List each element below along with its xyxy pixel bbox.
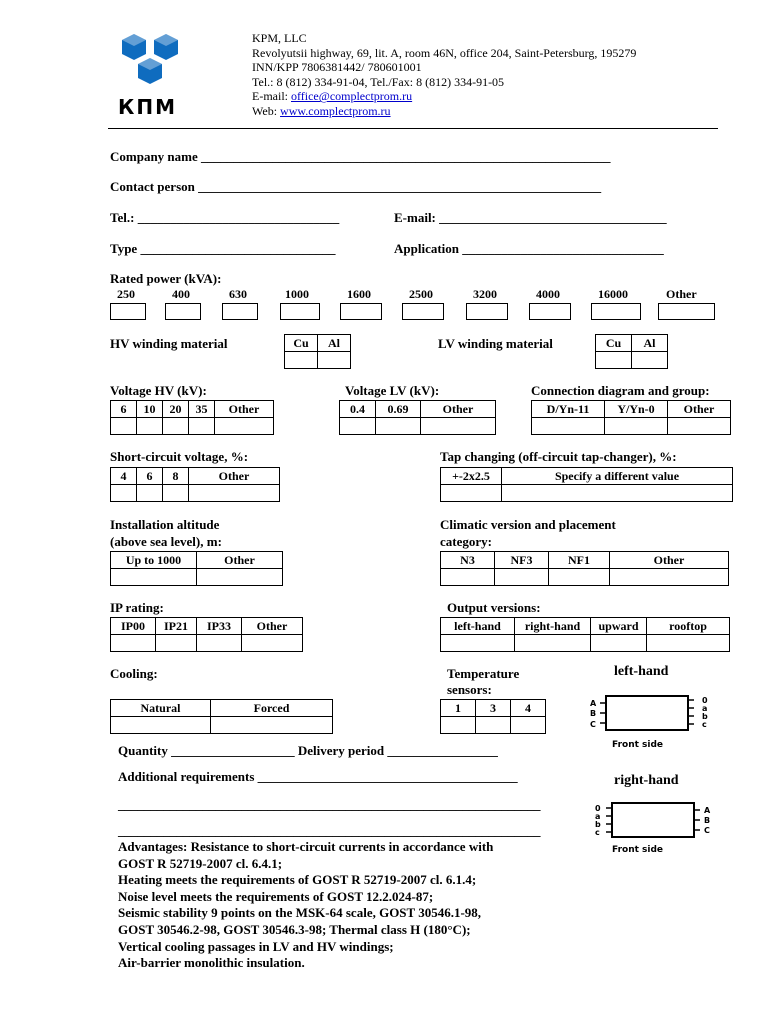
tap-changing-table	[440, 467, 733, 502]
power-label: 1000	[285, 287, 309, 301]
option-cell: Y/Yn-0	[605, 401, 668, 418]
company-address: Revolyutsii highway, 69, lit. A, room 46N, office 204, Saint-Petersburg, 195279	[252, 45, 637, 60]
power-checkbox[interactable]	[466, 303, 508, 320]
option-cell: 6	[137, 468, 163, 485]
input-cell[interactable]	[591, 635, 647, 652]
option-cell: Other	[197, 552, 283, 569]
advantage-line: Seismic stability 9 points on the MSK-64 scale, GOST 30546.1-98,	[118, 905, 482, 921]
input-cell[interactable]	[647, 635, 730, 652]
terminal-label: b	[595, 820, 601, 829]
input-cell[interactable]	[421, 418, 496, 435]
terminal-label: b	[702, 712, 708, 721]
option-cell: Al	[318, 335, 351, 352]
ip-rating-table	[110, 617, 303, 652]
contact-person-field[interactable]: Contact person ______________________________________________________________	[110, 179, 602, 194]
transformer-body	[612, 803, 694, 837]
power-label: 1600	[347, 287, 371, 301]
terminal-label: B	[590, 709, 597, 718]
input-cell[interactable]	[476, 717, 511, 734]
power-label: 250	[117, 287, 135, 301]
company-tel: Tel.: 8 (812) 334-91-04, Tel./Fax: 8 (812) 334-91-05	[252, 74, 505, 89]
option-cell: IP21	[156, 618, 197, 635]
advantage-line: Vertical cooling passages in LV and HV windings;	[118, 938, 394, 954]
advantages-block	[118, 839, 493, 972]
additional-line[interactable]: _________________________________________________________________	[118, 797, 541, 812]
temperature-table	[440, 699, 546, 734]
input-cell[interactable]	[163, 418, 189, 435]
input-cell[interactable]	[189, 418, 215, 435]
climatic-label-line: category:	[440, 534, 492, 549]
power-checkbox[interactable]	[222, 303, 258, 320]
option-cell: Other	[421, 401, 496, 418]
power-checkbox[interactable]	[165, 303, 201, 320]
option-cell: 10	[137, 401, 163, 418]
option-cell: upward	[591, 618, 647, 635]
front-side-label: Front side	[612, 845, 664, 855]
option-cell: 6	[111, 401, 137, 418]
option-cell: NF1	[549, 552, 610, 569]
input-cell[interactable]	[111, 418, 137, 435]
advantage-line: Noise level meets the requirements of GOST 12.2.024-87;	[118, 888, 434, 904]
option-cell: Other	[215, 401, 274, 418]
web-label: Web:	[252, 103, 281, 118]
input-cell[interactable]	[441, 717, 476, 734]
terminal-label: a	[595, 812, 601, 821]
option-cell: Other	[242, 618, 303, 635]
altitude-table	[110, 551, 283, 586]
connection-table	[531, 400, 731, 435]
input-cell[interactable]	[605, 418, 668, 435]
tel-field[interactable]: Tel.: _______________________________	[110, 210, 340, 225]
input-cell[interactable]	[495, 569, 549, 586]
company-web-row	[252, 104, 722, 119]
header-divider	[108, 128, 718, 129]
option-cell: 4	[111, 468, 137, 485]
option-cell: Specify a different value	[502, 468, 733, 485]
input-cell[interactable]	[211, 717, 333, 734]
power-label: 630	[229, 287, 247, 301]
terminal-label: a	[702, 704, 708, 713]
short-circuit-table	[110, 467, 280, 502]
option-cell: Cu	[596, 335, 632, 352]
option-cell: IP33	[197, 618, 242, 635]
option-cell: Other	[189, 468, 280, 485]
input-cell[interactable]	[156, 635, 197, 652]
right-hand-diagram	[590, 798, 720, 844]
terminal-label: A	[590, 699, 597, 708]
input-cell[interactable]	[596, 352, 632, 369]
climatic-table	[440, 551, 729, 586]
input-cell[interactable]	[532, 418, 605, 435]
climatic-label	[440, 516, 616, 550]
hv-material-label: HV winding material	[110, 336, 228, 351]
company-info	[252, 31, 722, 119]
option-cell: NF3	[495, 552, 549, 569]
input-cell[interactable]	[111, 635, 156, 652]
option-cell: IP00	[111, 618, 156, 635]
temperature-label-line: sensors:	[447, 682, 492, 697]
left-hand-diagram	[586, 690, 716, 738]
advantage-line: GOST R 52719-2007 cl. 6.4.1;	[118, 855, 283, 871]
input-cell[interactable]	[111, 717, 211, 734]
type-field[interactable]: Type ______________________________	[110, 241, 336, 256]
input-cell[interactable]	[441, 569, 495, 586]
altitude-label	[110, 516, 222, 550]
power-checkbox[interactable]	[402, 303, 444, 320]
power-checkbox[interactable]	[591, 303, 641, 320]
input-cell[interactable]	[549, 569, 610, 586]
power-checkbox[interactable]	[340, 303, 382, 320]
power-label: 4000	[536, 287, 560, 301]
option-cell: 0.4	[340, 401, 376, 418]
terminal-label: C	[590, 720, 596, 729]
option-cell: Natural	[111, 700, 211, 717]
input-cell[interactable]	[215, 418, 274, 435]
input-cell[interactable]	[441, 635, 515, 652]
company-name: KPM, LLC	[252, 31, 307, 45]
input-cell[interactable]	[137, 418, 163, 435]
logo-cubes-icon	[118, 30, 188, 92]
voltage-hv-label: Voltage HV (kV):	[110, 383, 207, 398]
input-cell[interactable]	[632, 352, 668, 369]
option-cell: Other	[610, 552, 729, 569]
option-cell: rooftop	[647, 618, 730, 635]
option-cell: 35	[189, 401, 215, 418]
input-cell[interactable]	[511, 717, 546, 734]
power-label: Other	[666, 287, 697, 301]
quantity-delivery-field[interactable]: Quantity ___________________ Delivery period _________________	[118, 743, 498, 758]
option-cell: 3	[476, 700, 511, 717]
power-checkbox[interactable]	[658, 303, 715, 320]
email-link[interactable]: office@complectprom.ru	[291, 89, 413, 104]
option-cell: N3	[441, 552, 495, 569]
input-cell[interactable]	[163, 485, 189, 502]
option-cell: Forced	[211, 700, 333, 717]
input-cell[interactable]	[242, 635, 303, 652]
application-field[interactable]: Application _______________________________	[394, 241, 664, 256]
option-cell: D/Yn-11	[532, 401, 605, 418]
option-cell: right-hand	[515, 618, 591, 635]
climatic-label-line: Climatic version and placement	[440, 517, 616, 532]
option-cell: Cu	[285, 335, 318, 352]
input-cell[interactable]	[340, 418, 376, 435]
terminal-label: B	[704, 816, 711, 825]
power-label: 3200	[473, 287, 497, 301]
input-cell[interactable]	[189, 485, 280, 502]
ip-rating-label: IP rating:	[110, 600, 164, 615]
advantage-line: Advantages: Resistance to short-circuit currents in accordance with	[118, 839, 494, 854]
option-cell: Other	[668, 401, 731, 418]
input-cell[interactable]	[376, 418, 421, 435]
advantage-line: Air-barrier monolithic insulation.	[118, 955, 305, 971]
additional-requirements-field[interactable]: Additional requirements ________________________________________	[118, 769, 518, 784]
short-circuit-label: Short-circuit voltage, %:	[110, 449, 249, 464]
email-label: E-mail:	[252, 89, 291, 104]
input-cell[interactable]	[111, 485, 137, 502]
input-cell[interactable]	[197, 635, 242, 652]
cooling-table	[110, 699, 333, 734]
terminal-label: C	[704, 826, 710, 835]
email-field[interactable]: E-mail: ___________________________________	[394, 210, 667, 225]
power-label: 400	[172, 287, 190, 301]
terminal-label: 0	[702, 696, 708, 705]
web-link[interactable]: www.complectprom.ru	[280, 103, 391, 118]
additional-line[interactable]: _________________________________________________________________	[118, 823, 541, 838]
output-versions-label: Output versions:	[447, 600, 541, 615]
lv-material-label: LV winding material	[438, 336, 553, 351]
power-checkbox[interactable]	[280, 303, 320, 320]
front-side-label: Front side	[612, 740, 664, 750]
option-cell: 1	[441, 700, 476, 717]
input-cell[interactable]	[285, 352, 318, 369]
input-cell[interactable]	[515, 635, 591, 652]
input-cell[interactable]	[137, 485, 163, 502]
output-versions-table	[440, 617, 730, 652]
voltage-lv-label: Voltage LV (kV):	[345, 383, 440, 398]
connection-label: Connection diagram and group:	[531, 383, 710, 398]
input-cell[interactable]	[197, 569, 283, 586]
temperature-label	[447, 666, 519, 698]
hv-material-table	[284, 334, 351, 369]
input-cell[interactable]	[111, 569, 197, 586]
option-cell: Al	[632, 335, 668, 352]
company-name-field[interactable]: Company name _______________________________________________________________	[110, 149, 611, 164]
option-cell: 8	[163, 468, 189, 485]
left-hand-title: left-hand	[614, 664, 669, 679]
voltage-hv-table	[110, 400, 274, 435]
option-cell: 0.69	[376, 401, 421, 418]
option-cell: +-2x2.5	[441, 468, 502, 485]
input-cell[interactable]	[318, 352, 351, 369]
power-label: 16000	[598, 287, 628, 301]
power-checkbox[interactable]	[110, 303, 146, 320]
option-cell: 20	[163, 401, 189, 418]
advantage-line: Heating meets the requirements of GOST R 52719-2007 cl. 6.1.4;	[118, 872, 477, 888]
input-cell[interactable]	[668, 418, 731, 435]
cooling-label: Cooling:	[110, 666, 158, 681]
option-cell: left-hand	[441, 618, 515, 635]
input-cell[interactable]	[610, 569, 729, 586]
advantage-line: GOST 30546.2-98, GOST 30546.3-98; Thermal class H (180°C);	[118, 921, 471, 937]
rated-power-title: Rated power (kVA):	[110, 271, 222, 286]
temperature-label-line: Temperature	[447, 666, 520, 681]
tap-changing-label: Tap changing (off-circuit tap-changer), %:	[440, 449, 677, 464]
option-cell: 4	[511, 700, 546, 717]
altitude-label-line: Installation altitude	[110, 517, 220, 532]
terminal-label: 0	[595, 804, 601, 813]
company-logo	[118, 30, 188, 119]
transformer-body	[606, 696, 688, 730]
voltage-lv-table	[339, 400, 496, 435]
terminal-label: c	[702, 720, 707, 729]
option-cell: Up to 1000	[111, 552, 197, 569]
right-hand-title: right-hand	[614, 773, 679, 788]
company-email-row	[252, 89, 722, 104]
terminal-label: A	[704, 806, 711, 815]
input-cell[interactable]	[441, 485, 502, 502]
power-label: 2500	[409, 287, 433, 301]
input-cell[interactable]	[502, 485, 733, 502]
terminal-label: c	[595, 828, 600, 837]
logo-text: КПМ	[118, 95, 177, 119]
lv-material-table	[595, 334, 668, 369]
company-inn: INN/KPP 7806381442/ 780601001	[252, 60, 422, 75]
power-checkbox[interactable]	[529, 303, 571, 320]
altitude-label-line: (above sea level), m:	[110, 534, 222, 549]
